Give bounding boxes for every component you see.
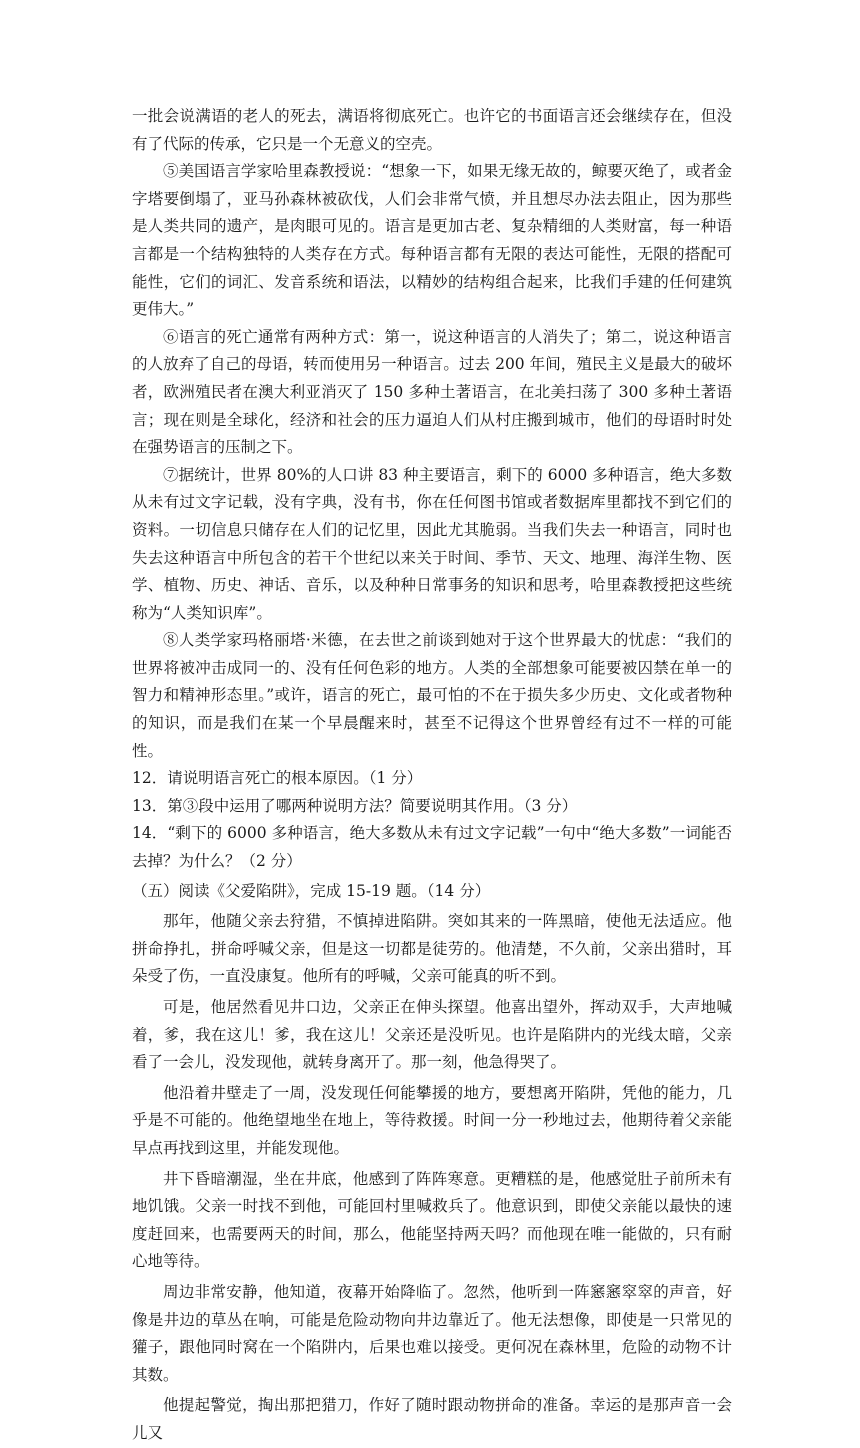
section-5-heading: （五）阅读《父爱陷阱》，完成 15-19 题。（14 分） — [132, 881, 491, 900]
question-12: 12．请说明语言死亡的根本原因。（1 分） — [132, 769, 423, 788]
story-paragraph-1: 那年，他随父亲去狩猎，不慎掉进陷阱。突如其来的一阵黑暗，使他无法适应。他拼命挣扎，拼命呼喊父亲，但是这一切都是徒劳的。他清楚，不久前，父亲出猎时，耳朵受了伤，一直没康复。他所有的呼喊，父亲可能真的听不到。 — [132, 912, 732, 986]
story-paragraph-4: 井下昏暗潮湿，坐在井底，他感到了阵阵寒意。更糟糕的是，他感觉肚子前所未有地饥饿。父亲一时找不到他，可能回村里喊救兵了。他意识到，即使父亲能以最快的速度赶回来，也需要两天的时间，那么，他能坚持两天吗？而他现在唯一能做的，只有耐心地等待。 — [132, 1169, 732, 1271]
question-13: 13．第③段中运用了哪两种说明方法？简要说明其作用。（3 分） — [132, 796, 578, 815]
story-paragraph-5: 周边非常安静，他知道，夜幕开始降临了。忽然，他听到一阵窸窸窣窣的声音，好像是井边的草丛在响，可能是危险动物向井边靠近了。他无法想像，即使是一只常见的獾子，跟他同时窝在一个陷阱内，后果也难以接受。更何况在森林里，危险的动物不计其数。 — [132, 1282, 732, 1384]
story-paragraph-6: 他提起警觉，掏出那把猎刀，作好了随时跟动物拼命的准备。幸运的是那声音一会儿又 — [132, 1396, 732, 1442]
question-14: 14．“剩下的 6000 多种语言，绝大多数从未有过文字记载”一句中“绝大多数”一词能否去掉？为什么？（2 分） — [132, 824, 732, 871]
paragraph-7: ⑦据统计，世界 80%的人口讲 83 种主要语言，剩下的 6000 多种语言，绝大多数从未有过文字记载，没有字典，没有书，你在任何图书馆或者数据库里都找不到它们的资料。一切信息只储存在人们的记忆里，因此尤其脆弱。当我们失去一种语言，同时也失去这种语言中所包含的若干个世纪以来关于时间、季节、天文、地理、海洋生物、医学、植物、历史、神话、音乐，以及种种日常事务的知识和思考，哈里森教授把这些统称为“人类知识库”。 — [132, 465, 732, 622]
paragraph-6: ⑥语言的死亡通常有两种方式：第一，说这种语言的人消失了；第二，说这种语言的人放弃了自己的母语，转而使用另一种语言。过去 200 年间，殖民主义是最大的破坏者，欧洲殖民者在澳大利亚消灭了 150 多种土著语言，在北美扫荡了 300 多种土著语言；现在则是全球化，经济和社会的压力逼迫人们从村庄搬到城市，他们的母语时时处在强势语言的压制之下。 — [132, 327, 732, 457]
document-body — [132, 103, 732, 1448]
paragraph-8: ⑧人类学家玛格丽塔·米德，在去世之前谈到她对于这个世界最大的忧虑：“我们的世界将被冲击成同一的、没有任何色彩的地方。人类的全部想象可能要被囚禁在单一的智力和精神形态里。”或许，语言的死亡，最可怕的不在于损失多少历史、文化或者物种的知识，而是我们在某一个早晨醒来时，甚至不记得这个世界曾经有过不一样的可能性。 — [132, 631, 732, 760]
story-paragraph-3: 他沿着井壁走了一周，没发现任何能攀援的地方，要想离开陷阱，凭他的能力，几乎是不可能的。他绝望地坐在地上，等待救援。时间一分一秒地过去，他期待着父亲能早点再找到这里，并能发现他。 — [132, 1083, 732, 1157]
paragraph-continued: 一批会说满语的老人的死去，满语将彻底死亡。也许它的书面语言还会继续存在，但没有了代际的传承，它只是一个无意义的空壳。 — [132, 107, 732, 153]
story-paragraph-2: 可是，他居然看见井口边，父亲正在伸头探望。他喜出望外，挥动双手，大声地喊着，爹，我在这儿！爹，我在这儿！父亲还是没听见。也许是陷阱内的光线太暗，父亲看了一会儿，没发现他，就转身离开了。那一刻，他急得哭了。 — [132, 998, 732, 1072]
paragraph-5: ⑤美国语言学家哈里森教授说：“想象一下，如果无缘无故的，鲸要灭绝了，或者金字塔要倒塌了，亚马孙森林被砍伐，人们会非常气愤，并且想尽办法去阻止，因为那些是人类共同的遗产，是肉眼可见的。语言是更加古老、复杂精细的人类财富，每一种语言都是一个结构独特的人类存在方式。每种语言都有无限的表达可能性，无限的搭配可能性，它们的词汇、发音系统和语法，以精妙的结构组合起来，比我们手建的任何建筑更伟大。” — [132, 162, 732, 319]
